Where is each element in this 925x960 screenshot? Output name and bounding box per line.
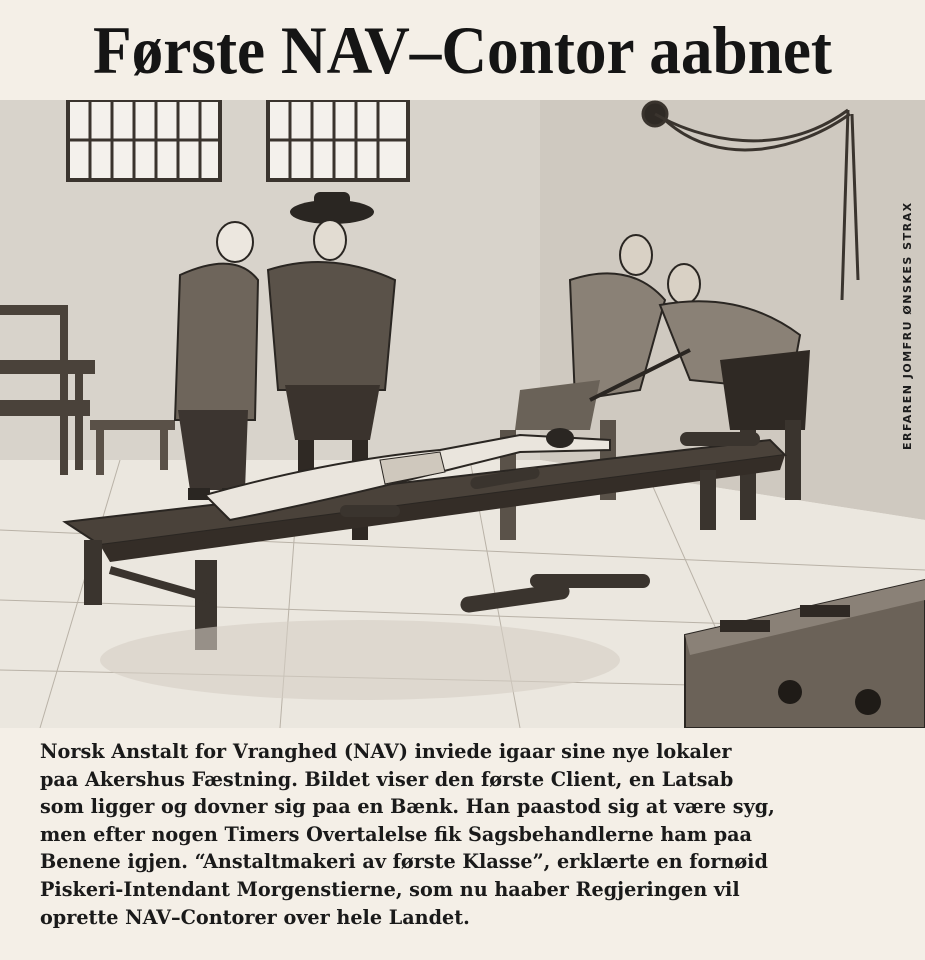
side-credit-text: ERFAREN JOMFRU ØNSKES STRAX [901,201,914,450]
barred-window-right [268,100,408,180]
headline: Første NAV–Contor aabnet [93,11,832,88]
caption-paragraph [40,738,900,931]
floor-shadow [100,620,620,700]
caption-line: paa Akershus Fæstning. Bildet viser den første Client, en Latsab [40,767,734,791]
caption-line: Benene igjen. “Anstaltmakeri av første Klasse”, erklærte en fornøid [40,850,768,874]
engraving-illustration [0,100,925,728]
barred-window-left [68,100,220,180]
caption-line: som ligger og dovner sig paa en Bænk. Han paastod sig at være syg, [40,795,775,819]
caption-line: men efter nogen Timers Overtalelse fik Sagsbehandlerne ham paa [40,822,752,846]
caption-line: Norsk Anstalt for Vranghed (NAV) inviede igaar sine nye lokaler [40,740,732,763]
torture-chamber-scene [0,100,925,728]
caption-line: oprette NAV–Contorer over hele Landet. [40,905,470,929]
caption-line: Piskeri-Intendant Morgenstierne, som nu haaber Regjeringen vil [40,877,740,901]
